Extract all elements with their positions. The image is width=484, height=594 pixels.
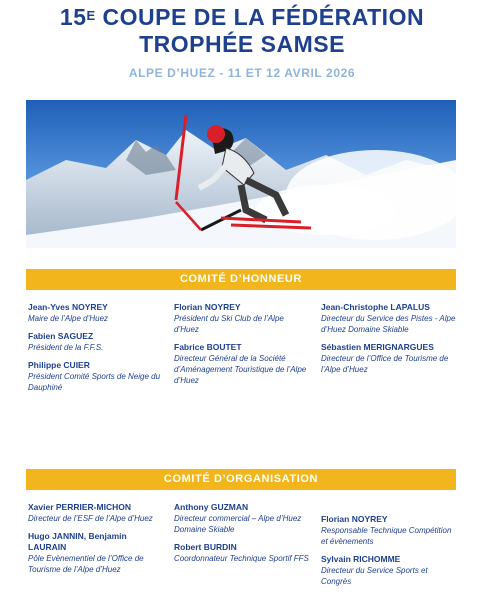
person-name: Sébastien MERIGNARGUES — [321, 342, 434, 352]
honneur-person — [28, 360, 168, 393]
title-line-1-text: COUPE DE LA FÉDÉRATION — [95, 4, 425, 30]
person-role: Responsable Technique Compétition et évènements — [321, 526, 452, 546]
organisation-person — [28, 531, 168, 575]
person-name: Anthony GUZMAN — [174, 502, 249, 512]
honneur-column-2 — [174, 302, 310, 393]
person-name: Florian NOYREY — [321, 514, 388, 524]
person-name: Hugo JANNIN, Benjamin LAURAIN — [28, 531, 127, 552]
organisation-column-3 — [321, 514, 456, 594]
honneur-column-1 — [28, 302, 168, 400]
person-name: Robert BURDIN — [174, 542, 237, 552]
comite-organisation-heading: COMITÉ D’ORGANISATION — [26, 469, 456, 490]
person-name: Fabrice BOUTET — [174, 342, 242, 352]
honneur-person — [28, 331, 168, 353]
person-name: Sylvain RICHOMME — [321, 554, 401, 564]
person-role: Directeur du Service Sports et Congrès — [321, 566, 428, 586]
organisation-column-1 — [28, 502, 168, 582]
person-role: Président de la F.F.S. — [28, 343, 104, 352]
person-role: Pôle Evènementiel de l’Office de Tourisme de l’Alpe d’Huez — [28, 554, 144, 574]
organisation-person — [28, 502, 168, 524]
person-role: Président du Ski Club de l’Alpe d’Huez — [174, 314, 284, 334]
person-name: Xavier PERRIER-MICHON — [28, 502, 131, 512]
honneur-person — [174, 342, 310, 386]
honneur-person — [174, 302, 310, 335]
honneur-column-3 — [321, 302, 456, 382]
event-subtitle: ALPE D’HUEZ - 11 ET 12 AVRIL 2026 — [128, 66, 356, 80]
title-line-1 — [0, 4, 484, 30]
honneur-person — [321, 302, 456, 335]
title-line-2: TROPHÉE SAMSE — [139, 31, 345, 57]
person-role: Président Comité Sports de Neige du Dauphiné — [28, 372, 161, 392]
organisation-person — [321, 554, 456, 587]
person-role: Directeur Général de la Société d’Aménagement Touristique de l’Alpe d’Huez — [174, 354, 307, 385]
person-role: Directeur du Service des Pistes - Alpe d’Huez Domaine Skiable — [321, 314, 456, 334]
person-name: Philippe CUIER — [28, 360, 90, 370]
person-role: Directeur commercial – Alpe d’Huez Domaine Skiable — [174, 514, 302, 534]
title-ordinal-suffix: E — [86, 8, 96, 23]
organisation-person — [174, 502, 310, 535]
honneur-person — [321, 342, 456, 375]
comite-honneur-heading: COMITÉ D’HONNEUR — [26, 269, 456, 290]
organisation-column-2 — [174, 502, 310, 571]
person-name: Florian NOYREY — [174, 302, 241, 312]
title-number: 15 — [59, 4, 87, 30]
person-role: Directeur de l’ESF de l’Alpe d’Huez — [28, 514, 153, 523]
organisation-person — [174, 542, 310, 564]
person-role: Directeur de l’Office de Tourisme de l’Alpe d’Huez — [321, 354, 449, 374]
person-role: Coordonnateur Technique Sportif FFS — [174, 554, 309, 563]
honneur-person — [28, 302, 168, 324]
person-name: Jean-Yves NOYREY — [28, 302, 108, 312]
person-name: Fabien SAGUEZ — [28, 331, 94, 341]
person-role: Maire de l’Alpe d’Huez — [28, 314, 109, 323]
person-name: Jean-Christophe LAPALUS — [321, 302, 430, 312]
slalom-skier-photo — [26, 100, 456, 248]
organisation-person — [321, 514, 456, 547]
